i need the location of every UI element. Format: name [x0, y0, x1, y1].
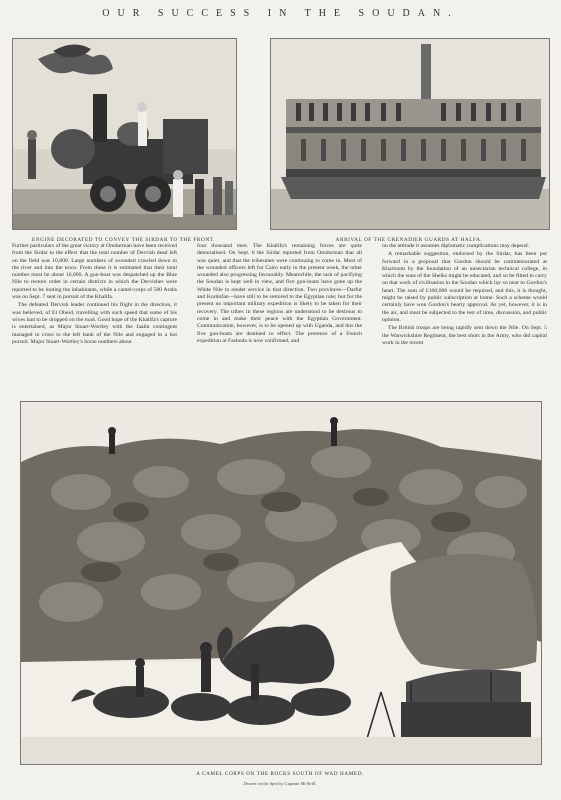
- column-1-paragraph-2: The defeated Dervish leader continued his flight in the direction, it was believed, of El Obeid, travelling with such speed that some of his wives had to be dropped on the road. Good hope of the Khalifa's capture is entertained, as Major Stuart-Wortley with the Jaalin contingent managed to cross to the left bank of the Nile and engaged in a hot pursuit. Major Stuart-Wortley's horse numbers about: [12, 302, 177, 345]
- page-title: OUR SUCCESS IN THE SOUDAN.: [102, 8, 459, 19]
- article-column-2: [197, 243, 362, 346]
- camel-corps-caption: A CAMEL CORPS ON THE ROCKS SOUTH OF WAD HAMED.: [196, 771, 364, 777]
- camel-corps-illustration: [20, 401, 542, 765]
- engine-photo-caption: ENGINE DECORATED TO CONVEY THE SIRDAR TO THE FRONT.: [32, 237, 215, 243]
- column-3-paragraph-1: on the attitude it assumes diplomatic complications may depend.: [382, 243, 530, 249]
- steamer-photo-caption: ARRIVAL OF THE GRENADIER GUARDS AT HALFA.: [335, 237, 483, 243]
- engine-photo: [12, 38, 237, 230]
- column-1-paragraph-1: Further particulars of the great victory at Omdurman have been received from the Sirdar to the effect that the total number of Dervish dead left on the field was 10,800. Large numbers of wounded crawled down to the river and into the town. From these it is estimated that their total number must be about 16,000. A gun-boat was despatched up the Blue Nile to restore order in certain districts in which the Dervishes were reported to be looting the inhabitants, while a camel-corps of 500 Arabs was on Sept. 7 sent in pursuit of the Khalifa.: [12, 243, 177, 301]
- column-3-paragraph-3: The British troops are being rapidly sent down the Nile. On Sept. 5 the Warwickshire Regiment, the best shots in the Army, who did capital work in the recent: [382, 325, 547, 346]
- article-column-3: [382, 243, 547, 348]
- steamer-photo: [270, 38, 550, 230]
- camel-corps-credit: Drawn on the Spot by Captain McNeill.: [243, 781, 317, 786]
- column-3-paragraph-2: A remarkable suggestion, endorsed by the Sirdar, has been put forward in a proposal that Gordon should be commemorated at Khartoum by the foundation of an unsectarian technical college, in which the sons of the Sheiks might be educated, and so be fitted to carry on that work of civilisation in the Soudan which lay so near to Gordon's heart. The sum of £100,000 would be required, and this, it is thought, might be raised by public subscription at home. Such a scheme would certainly have won Gordon's hearty approval. As yet, however, it is in the air, and must be subjected to the test of time, discussion, and public opinion.: [382, 251, 547, 323]
- article-column-1: [12, 243, 177, 347]
- column-2-paragraph-1: four thousand men. The Khalifa's remaining forces are quite demoralised. On Sept. 6 the Sirdar reported from Omdurman that all was quiet, and that the tribesmen were continuing to come in. Most of the wounded officers left for Cairo early in the present week, the other wounded also progressing favourably. Meanwhile, the task of pacifying the Soudan is kept well in view, and five gun-boats have gone up the White Nile to render service in that direction. Two provinces—Darfur and Kordofan—have still to be restored to the Egyptian rule; but for the present no important military expedition is likely to be taken for their recovery. The tribes in these regions are understood to be desirous to come in and make their peace with the Egyptian Government. Communication, however, is to be opened up with Uganda, and this the five gun-boats are destined to effect. The presence of a French expedition at Fashoda is now confirmed, and: [197, 243, 362, 344]
